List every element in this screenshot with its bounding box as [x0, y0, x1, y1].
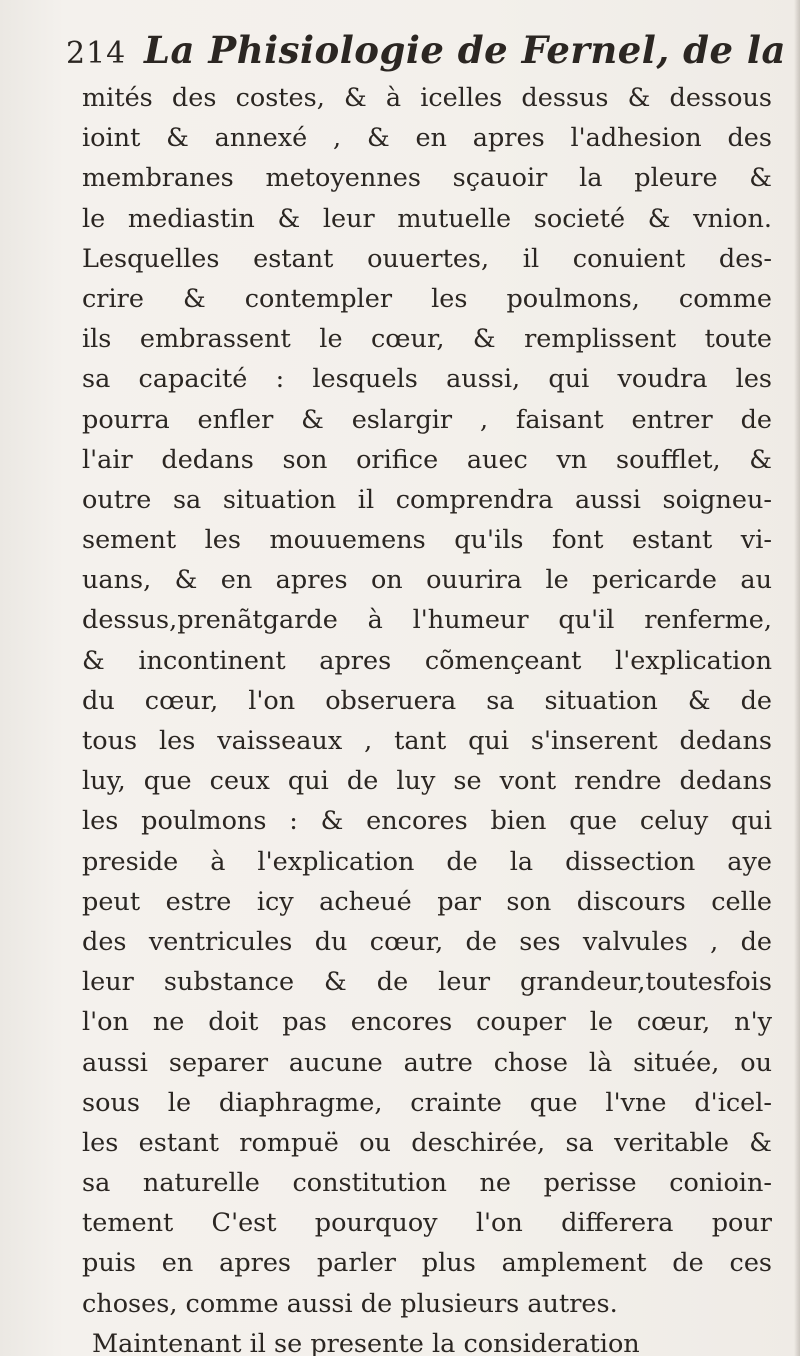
text-line: pourra enfler & eslargir , faisant entrer de	[82, 404, 772, 435]
text-line: peut estre icy acheué par son discours celle	[82, 886, 772, 917]
text-line: aussi separer aucune autre chose là située, ou	[82, 1047, 772, 1078]
text-line: Lesquelles estant ouuertes, il conuient des-	[82, 243, 772, 274]
text-line: uans, & en apres on ouurira le pericarde au	[82, 565, 772, 596]
text-line: des ventricules du cœur, de ses valvules , de	[82, 926, 772, 957]
text-line: sous le diaphragme, crainte que l'vne d'icel-	[82, 1087, 772, 1118]
text-line: leur substance & de leur grandeur,toutesfois	[82, 967, 772, 998]
text-line: sa capacité : lesquels aussi, qui voudra les	[82, 364, 772, 395]
text-line: Maintenant il se presente la consideration	[92, 1328, 640, 1356]
text-line: le mediastin & leur mutuelle societé & vnion.	[82, 203, 772, 234]
text-line: choses, comme aussi de plusieurs autres.	[82, 1288, 618, 1319]
text-line: ils embrassent le cœur, & remplissent toute	[82, 324, 772, 355]
running-title: La Phisiologie de Fernel, de la	[144, 28, 786, 72]
text-line: du cœur, l'on obseruera sa situation & de	[82, 685, 772, 716]
text-line: tous les vaisseaux , tant qui s'inserent dedans	[82, 726, 772, 756]
text-line: luy, que ceux qui de luy se vont rendre dedans	[82, 766, 772, 797]
text-line: tement C'est pourquoy l'on differera pour	[82, 1208, 772, 1239]
text-line: crire & contempler les poulmons, comme	[82, 283, 772, 314]
page-number: 214	[66, 36, 127, 71]
text-line: outre sa situation il comprendra aussi soigneu-	[82, 484, 772, 515]
page-header	[66, 14, 786, 74]
text-line: membranes metoyennes sçauoir la pleure &	[82, 163, 772, 194]
text-line: ioint & annexé , & en apres l'adhesion des	[82, 123, 772, 154]
text-line: mités des costes, & à icelles dessus & dessous	[82, 83, 772, 113]
text-line: dessus,prenãtgarde à l'humeur qu'il renferme,	[82, 605, 772, 636]
text-line: sa naturelle constitution ne perisse conioin-	[82, 1168, 772, 1199]
text-line: l'air dedans son orifice auec vn soufflet, &	[82, 444, 772, 475]
text-line: les estant rompuë ou deschirée, sa veritable &	[82, 1127, 772, 1158]
text-line: & incontinent apres cõmençeant l'explication	[82, 645, 772, 676]
body-text	[82, 78, 772, 1356]
text-line: puis en apres parler plus amplement de ces	[82, 1248, 772, 1279]
text-line: sement les mouuemens qu'ils font estant vi-	[82, 525, 772, 556]
text-line: l'on ne doit pas encores couper le cœur, n'y	[82, 1007, 772, 1038]
page-edge-shadow	[794, 0, 800, 1356]
text-line: preside à l'explication de la dissection aye	[82, 846, 772, 877]
text-line: les poulmons : & encores bien que celuy qui	[82, 806, 772, 837]
